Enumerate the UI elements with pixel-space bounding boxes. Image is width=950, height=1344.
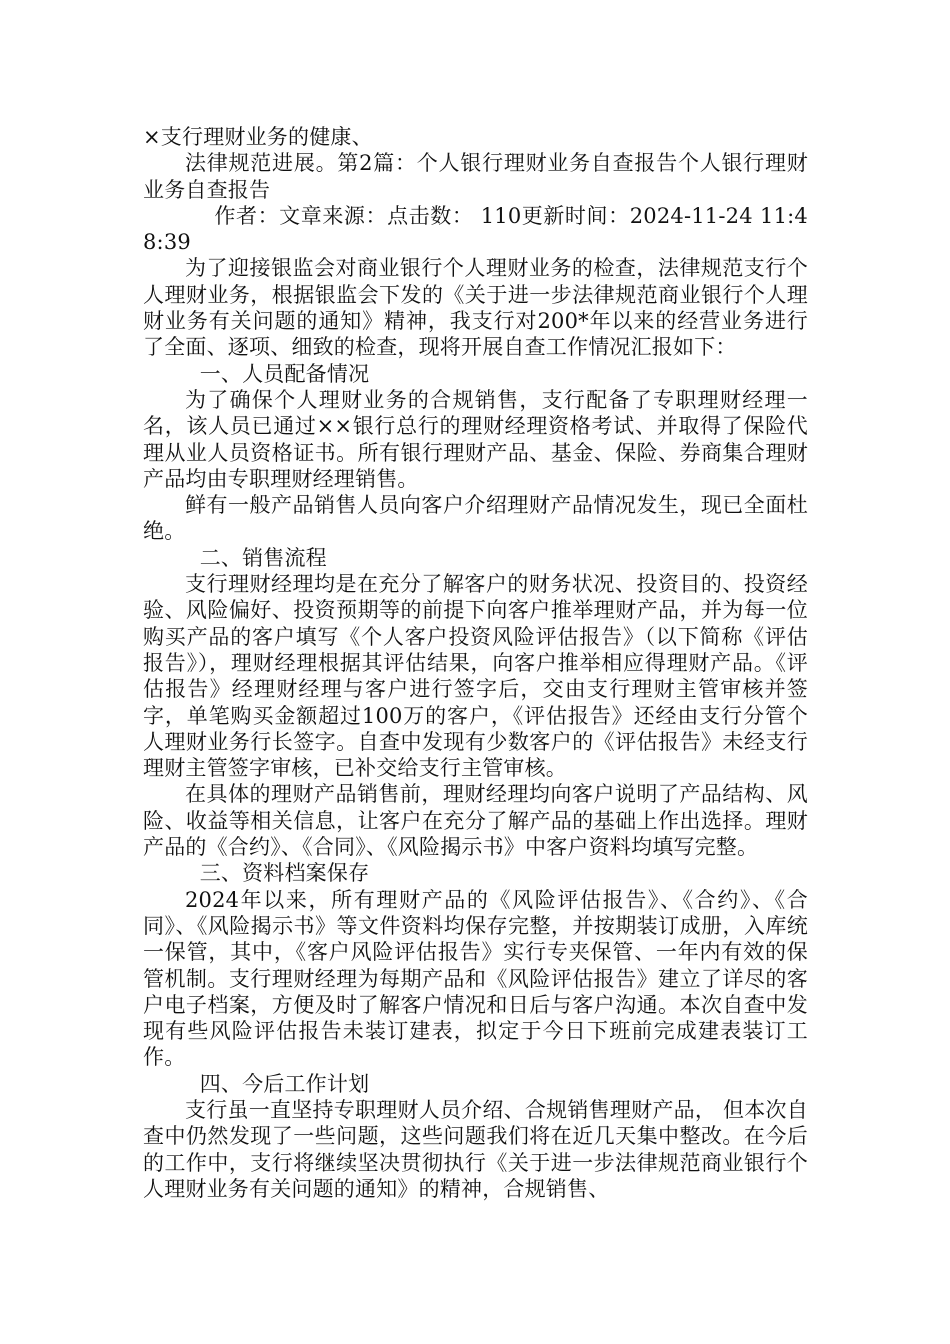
paragraph-staffing: 为了确保个人理财业务的合规销售，支行配备了专职理财经理一名，该人员已通过××银行总行的理财经理资格考试、并取得了保险代理从业人员资格证书。所有银行理财产品、基金、保险、券商集合理财产品均由专职理财经理销售。 xyxy=(143,387,808,491)
paragraph-intro: 为了迎接银监会对商业银行个人理财业务的检查，法律规范支行个人理财业务，根据银监会下发的《关于进一步法律规范商业银行个人理财业务有关问题的通知》精神，我支行对200*年以来的经营业务进行了全面、逐项、细致的检查，现将开展自查工作情况汇报如下： xyxy=(143,256,808,360)
paragraph-future-plan: 支行虽一直坚持专职理财人员介绍、合规销售理财产品， 但本次自查中仍然发现了一些问题，这些问题我们将在近几天集中整改。在今后的工作中，支行将继续坚决贯彻执行《关于进一步法律规范商业银行个人理财业务有关问题的通知》的精神，合规销售、 xyxy=(143,1097,808,1201)
paragraph-sales-process-2: 在具体的理财产品销售前，理财经理均向客户说明了产品结构、风险、收益等相关信息，让客户在充分了解产品的基础上作出选择。理财产品的《合约》、《合同》、《风险揭示书》中客户资料均填写完整。 xyxy=(143,782,808,860)
section-heading-sales-process: 二、销售流程 xyxy=(199,545,327,570)
paragraph-title: 法律规范进展。第2篇：个人银行理财业务自查报告个人银行理财业务自查报告 xyxy=(143,151,808,202)
paragraph-sales-process: 支行理财经理均是在充分了解客户的财务状况、投资目的、投资经验、风险偏好、投资预期等的前提下向客户推举理财产品，并为每一位购买产品的客户填写《个人客户投资风险评估报告》（以下简称《评估报告》），理财经理根据其评估结果，向客户推举相应得理财产品。《评估报告》经理财经理与客户进行签字后，交由支行理财主管审核并签字，单笔购买金额超过100万的客户，《评估报告》还经由支行分管个人理财业务行长签字。自查中发现有少数客户的《评估报告》未经支行理财主管签字审核，已补交给支行主管审核。 xyxy=(143,572,808,781)
section-heading-archives: 三、资料档案保存 xyxy=(199,861,370,886)
paragraph-staffing-2: 鲜有一般产品销售人员向客户介绍理财产品情况发生，现已全面杜绝。 xyxy=(143,493,808,544)
section-heading-future-plan: 四、今后工作计划 xyxy=(199,1071,370,1096)
paragraph-continuation: ×支行理财业务的健康、 xyxy=(143,125,373,149)
document-body xyxy=(143,124,808,1202)
section-heading-staffing: 一、人员配备情况 xyxy=(199,361,370,386)
paragraph-archives: 2024年以来，所有理财产品的《风险评估报告》、《合约》、《合同》、《风险揭示书》等文件资料均保存完整，并按期装订成册，入库统一保管，其中，《客户风险评估报告》实行专夹保管、一年内有效的保管机制。支行理财经理为每期产品和《风险评估报告》建立了详尽的客户电子档案，方便及时了解客户情况和日后与客户沟通。本次自查中发现有些风险评估报告未装订建表，拟定于今日下班前完成建表装订工作。 xyxy=(143,887,808,1070)
article-meta: 作者：文章来源：点击数： 110更新时间：2024-11-24 11:48:39 xyxy=(143,203,808,255)
